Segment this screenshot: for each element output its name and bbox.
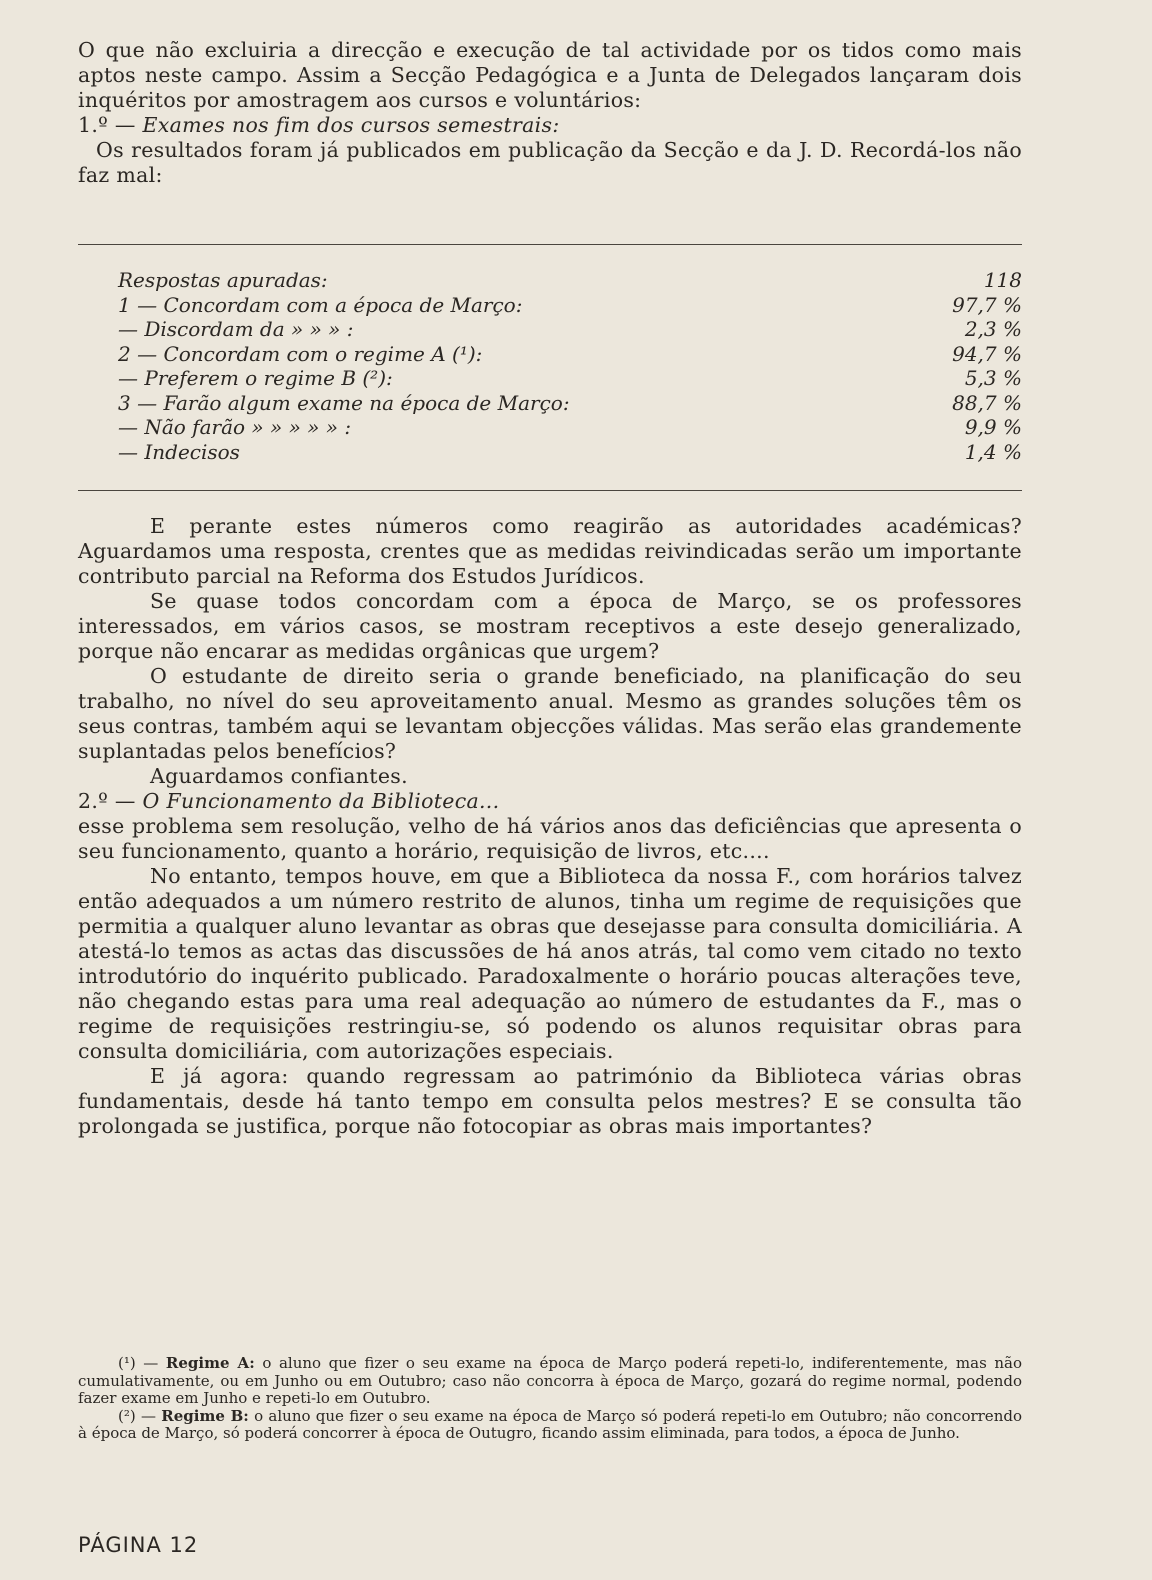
results-row xyxy=(118,366,1022,391)
results-row xyxy=(118,342,1022,367)
result-label: — Indecisos xyxy=(118,439,240,464)
body-paragraph: O estudante de direito seria o grande beneficiado, na planificação do seu trabalho, no nível do seu aproveitamento anual. Mesmo as grandes soluções têm os seus contras, também aqui se levantam objecções válidas. Mas serão elas grandemente suplantadas pelos benefícios? xyxy=(78,664,1022,763)
results-row xyxy=(118,415,1022,440)
item-2-heading xyxy=(78,789,1022,814)
result-value: 2,3 % xyxy=(964,317,1022,341)
results-row xyxy=(118,440,1022,465)
result-label: — Discordam da » » » : xyxy=(118,317,354,341)
result-value: 1,4 % xyxy=(964,439,1022,464)
footnote-1-mark: (¹) — xyxy=(118,1354,166,1372)
body-paragraph: esse problema sem resolução, velho de há vários anos das deficiências que apresenta o seu funcionamento, quanto a horário, requisição de livros, etc.... xyxy=(78,814,1022,863)
top-rule xyxy=(78,244,1022,245)
results-table xyxy=(118,268,1022,464)
result-value: 5,3 % xyxy=(964,366,1022,390)
item-1-heading xyxy=(78,113,1022,138)
result-label: 2 — Concordam com o regime A (¹): xyxy=(118,341,483,366)
result-label: Respostas apuradas: xyxy=(118,268,328,292)
footnotes xyxy=(78,1355,1022,1443)
results-row xyxy=(118,268,1022,293)
result-label: 1 — Concordam com a época de Março: xyxy=(118,292,523,317)
body-paragraph: E já agora: quando regressam ao património da Biblioteca várias obras fundamentais, desde há tanto tempo em consulta pelos mestres? E se consulta tão prolongada se justifica, porque não fotocopiar as obras mais importantes? xyxy=(78,1064,1022,1138)
item-1-number: 1.º — xyxy=(78,113,143,137)
body-paragraph: Se quase todos concordam com a época de Março, se os professores interessados, em vários casos, se mostram receptivos a este desejo generalizado, porque não encarar as medidas orgânicas que urgem? xyxy=(78,589,1022,663)
result-label: — Preferem o regime B (²): xyxy=(118,366,393,390)
intro-paragraph: O que não excluiria a direcção e execução de tal actividade por os tidos como mais aptos neste campo. Assim a Secção Pedagógica e a Junta de Delegados lançaram dois inquéritos por amostragem aos cursos e voluntários: xyxy=(78,38,1022,112)
body-paragraph: E perante estes números como reagirão as autoridades académicas? Aguardamos uma resposta, crentes que as medidas reivindicadas serão um importante contributo parcial na Reforma dos Estudos Jurídicos. xyxy=(78,514,1022,588)
footnote-2-term: Regime B: xyxy=(161,1406,249,1425)
results-intro-paragraph: Os resultados foram já publicados em publicação da Secção e da J. D. Recordá-los não faz mal: xyxy=(78,138,1022,187)
intro-block xyxy=(78,38,1022,188)
item-2-title: O Funcionamento da Biblioteca... xyxy=(142,789,500,813)
footnote-1 xyxy=(78,1355,1022,1408)
results-row xyxy=(118,317,1022,342)
item-1-title: Exames nos fim dos cursos semestrais: xyxy=(142,113,560,137)
bottom-rule xyxy=(78,490,1022,491)
result-value: 9,9 % xyxy=(964,415,1022,439)
result-label: 3 — Farão algum exame na época de Março: xyxy=(118,390,570,415)
body-paragraph: Aguardamos confiantes. xyxy=(150,764,408,788)
footnote-2-text: o aluno que fizer o seu exame na época de Março só poderá repeti-lo em Outubro; não concorrendo à época de Março, só poderá concorrer à época de Outugro, ficando assim eliminada, para todos, a época de Junho. xyxy=(78,1406,1022,1442)
result-value: 97,7 % xyxy=(952,292,1022,317)
results-row xyxy=(118,391,1022,416)
footnote-1-term: Regime A: xyxy=(165,1354,255,1372)
result-value: 118 xyxy=(983,268,1022,292)
body-block xyxy=(78,514,1022,1139)
footnote-1-text: o aluno que fizer o seu exame na época de Março poderá repeti-lo, indiferentemente, mas não cumulativamente, ou em Junho ou em Outubro; caso não concorra à época de Março, gozará do regime normal, podendo fazer exame em Junho e repeti-lo em Outubro. xyxy=(78,1354,1022,1407)
result-value: 88,7 % xyxy=(952,390,1022,415)
body-paragraph: No entanto, tempos houve, em que a Biblioteca da nossa F., com horários talvez então adequados a um número restrito de alunos, tinha um regime de requisições que permitia a qualquer aluno levantar as obras que desejasse para consulta domiciliária. A atestá-lo temos as actas das discussões de há anos atrás, tal como vem citado no texto introdutório do inquérito publicado. Paradoxalmente o horário poucas alterações teve, não chegando estas para uma real adequação ao número de estudantes da F., mas o regime de requisições restringiu-se, só podendo os alunos requisitar obras para consulta domiciliária, com autorizações especiais. xyxy=(78,864,1022,1063)
result-value: 94,7 % xyxy=(952,341,1022,366)
results-row xyxy=(118,293,1022,318)
footnote-2-mark: (²) — xyxy=(118,1406,162,1425)
footnote-2 xyxy=(78,1408,1022,1443)
result-label: — Não farão » » » » » : xyxy=(118,415,352,439)
page-number: PÁGINA 12 xyxy=(78,1533,199,1557)
item-2-number: 2.º — xyxy=(78,789,143,813)
